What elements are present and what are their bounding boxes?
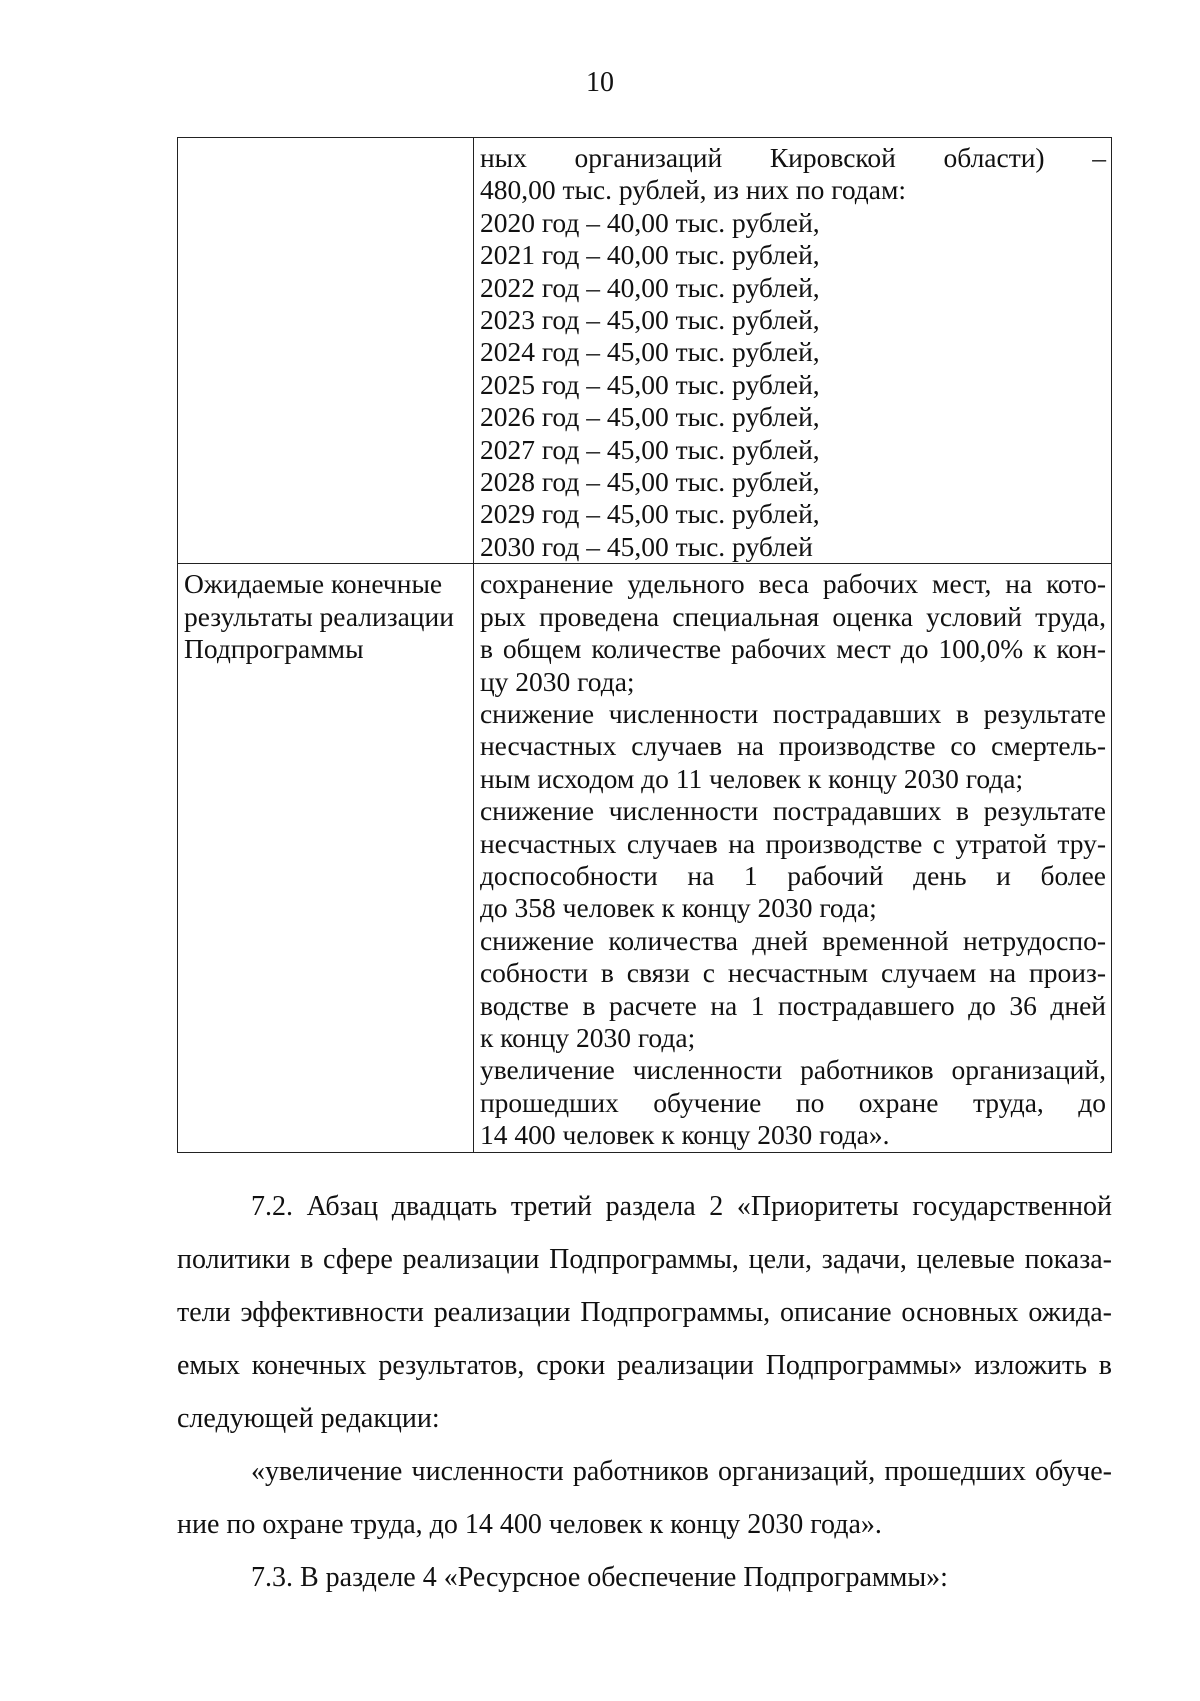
text-line: 7.3. В разделе 4 «Ресурсное обеспечение Подпрограммы»: [251, 1562, 948, 1593]
text-line: 14 400 человек к концу 2030 года». [479, 1119, 890, 1151]
text-line: прошедших обучение по охране труда, до [479, 1086, 1106, 1118]
table-cell-label-empty [178, 138, 474, 564]
table-row [178, 564, 1112, 1152]
text-line: емых конечных результатов, сроки реализации Подпрограммы» изложить в [177, 1350, 1112, 1381]
text-line: цу 2030 года; [479, 665, 635, 697]
text-line: 2029 год – 45,00 тыс. рублей, [479, 498, 820, 530]
page-number: 10 [586, 67, 614, 98]
text-line: Подпрограммы [184, 633, 364, 665]
text-line: 2022 год – 40,00 тыс. рублей, [479, 271, 820, 303]
text-line: «увеличение численности работников организаций, прошедших обуче- [251, 1456, 1112, 1487]
text-line: несчастных случаев на производстве с утратой тру- [479, 827, 1106, 859]
text-line: следующей редакции: [177, 1403, 440, 1434]
text-line: 2021 год – 40,00 тыс. рублей, [479, 239, 820, 271]
passport-table [177, 137, 1112, 1153]
text-line: несчастных случаев на производстве со смертель- [479, 730, 1106, 762]
text-line: Ожидаемые конечные [184, 568, 443, 600]
text-line: к концу 2030 года; [479, 1021, 696, 1053]
text-line: 2023 год – 45,00 тыс. рублей, [479, 304, 820, 336]
text-line: до 358 человек к концу 2030 года; [479, 892, 877, 924]
paragraph-7-2 [177, 1180, 1112, 1445]
paragraph-quote [177, 1445, 1112, 1551]
text-line: 2027 год – 45,00 тыс. рублей, [479, 433, 820, 465]
text-line: политики в сфере реализации Подпрограммы, цели, задачи, целевые показа- [177, 1244, 1112, 1275]
text-line: 2025 год – 45,00 тыс. рублей, [479, 368, 820, 400]
text-line: 2020 год – 40,00 тыс. рублей, [479, 206, 820, 238]
text-line: рых проведена специальная оценка условий труда, [479, 600, 1106, 632]
text-line: 7.2. Абзац двадцать третий раздела 2 «Приоритеты государственной [251, 1191, 1112, 1222]
paragraph-7-3 [177, 1551, 1112, 1604]
text-line: ным исходом до 11 человек к концу 2030 года; [479, 762, 1024, 794]
text-line: сохранение удельного веса рабочих мест, на кото- [479, 568, 1106, 600]
text-line: 2030 год – 45,00 тыс. рублей [479, 530, 813, 562]
text-line: 480,00 тыс. рублей, из них по годам: [479, 174, 907, 206]
text-line: 2026 год – 45,00 тыс. рублей, [479, 401, 820, 433]
text-line: снижение численности пострадавших в результате [479, 795, 1106, 827]
text-line: ных организаций Кировской области) – [479, 142, 1106, 173]
table-cell-funding-by-year [473, 138, 1111, 564]
text-line: тели эффективности реализации Подпрограммы, описание основных ожида- [177, 1297, 1112, 1328]
text-line: ние по охране труда, до 14 400 человек к концу 2030 года». [177, 1509, 882, 1540]
table-cell-expected-results-label [178, 564, 474, 1152]
text-line: увеличение численности работников организаций, [479, 1054, 1106, 1086]
table-cell-expected-results [473, 564, 1111, 1152]
text-line: результаты реализации [184, 600, 454, 632]
text-line: доспособности на 1 рабочий день и более [479, 859, 1106, 891]
text-line: в общем количестве рабочих мест до 100,0% к кон- [479, 633, 1106, 665]
text-line: снижение количества дней временной нетрудоспо- [479, 924, 1106, 956]
text-line: собности в связи с несчастным случаем на произ- [479, 957, 1106, 989]
text-line: снижение численности пострадавших в результате [479, 697, 1106, 729]
text-line: 2024 год – 45,00 тыс. рублей, [479, 336, 820, 368]
text-line: 2028 год – 45,00 тыс. рублей, [479, 466, 820, 498]
text-line: водстве в расчете на 1 пострадавшего до 36 дней [479, 989, 1106, 1021]
table-row [178, 138, 1112, 564]
